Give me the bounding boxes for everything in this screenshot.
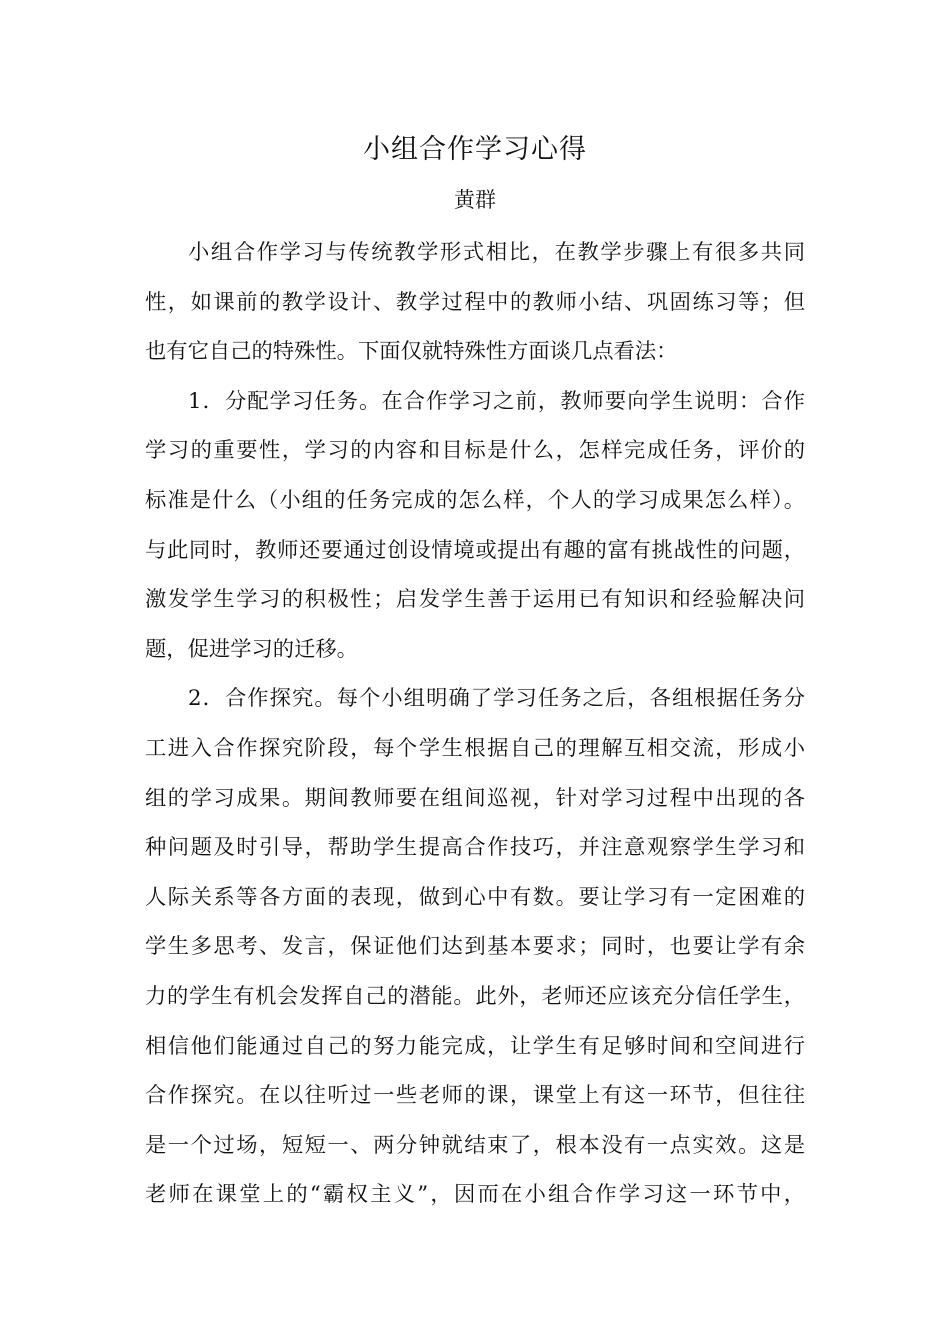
text-line: 学生多思考、发言，保证他们达到基本要求；同时，也要让学有余 [145, 934, 805, 960]
text-line: 人际关系等各方面的表现，做到心中有数。要让学习有一定困难的 [145, 884, 805, 910]
text-line: 标准是什么（小组的任务完成的怎么样，个人的学习成果怎么样）。 [145, 487, 805, 513]
text-line: 1．分配学习任务。在合作学习之前，教师要向学生说明：合作 [188, 388, 805, 414]
text-line: 老师在课堂上的“霸权主义”，因而在小组合作学习这一环节中， [145, 1182, 805, 1208]
text-line: 学习的重要性，学习的内容和目标是什么，怎样完成任务，评价的 [145, 438, 805, 464]
text-line: 种问题及时引导，帮助学生提高合作技巧，并注意观察学生学习和 [145, 835, 805, 861]
paragraph-intro [145, 228, 805, 377]
text-line: 组的学习成果。期间教师要在组间巡视，针对学习过程中出现的各 [145, 785, 805, 811]
text-line: 与此同时，教师还要通过创设情境或提出有趣的富有挑战性的问题， [145, 537, 805, 563]
text-line: 性，如课前的教学设计、教学过程中的教师小结、巩固练习等；但 [145, 289, 805, 315]
text-line: 2．合作探究。每个小组明确了学习任务之后，各组根据任务分 [188, 686, 805, 712]
text-line: 工进入合作探究阶段，每个学生根据自己的理解互相交流，形成小 [145, 735, 805, 761]
text-line: 是一个过场，短短一、两分钟就结束了，根本没有一点实效。这是 [145, 1132, 805, 1158]
page-title: 小组合作学习心得 [363, 134, 587, 165]
text-line: 力的学生有机会发挥自己的潜能。此外，老师还应该充分信任学生， [145, 983, 805, 1009]
document-body [145, 228, 805, 1220]
text-line: 相信他们能通过自己的努力能完成，让学生有足够时间和空间进行 [145, 1033, 805, 1059]
author-name: 黄群 [454, 188, 496, 212]
text-line: 合作探究。在以往听过一些老师的课，课堂上有这一环节，但往往 [145, 1083, 805, 1109]
text-line: 小组合作学习与传统教学形式相比，在教学步骤上有很多共同 [188, 240, 805, 265]
text-line: 激发学生学习的积极性；启发学生善于运用已有知识和经验解决问 [145, 587, 805, 613]
text-line: 也有它自己的特殊性。下面仅就特殊性方面谈几点看法： [145, 339, 678, 365]
text-line: 题，促进学习的迁移。 [145, 636, 358, 662]
paragraph-task-assignment [145, 377, 805, 675]
paragraph-cooperative-inquiry [145, 674, 805, 1220]
